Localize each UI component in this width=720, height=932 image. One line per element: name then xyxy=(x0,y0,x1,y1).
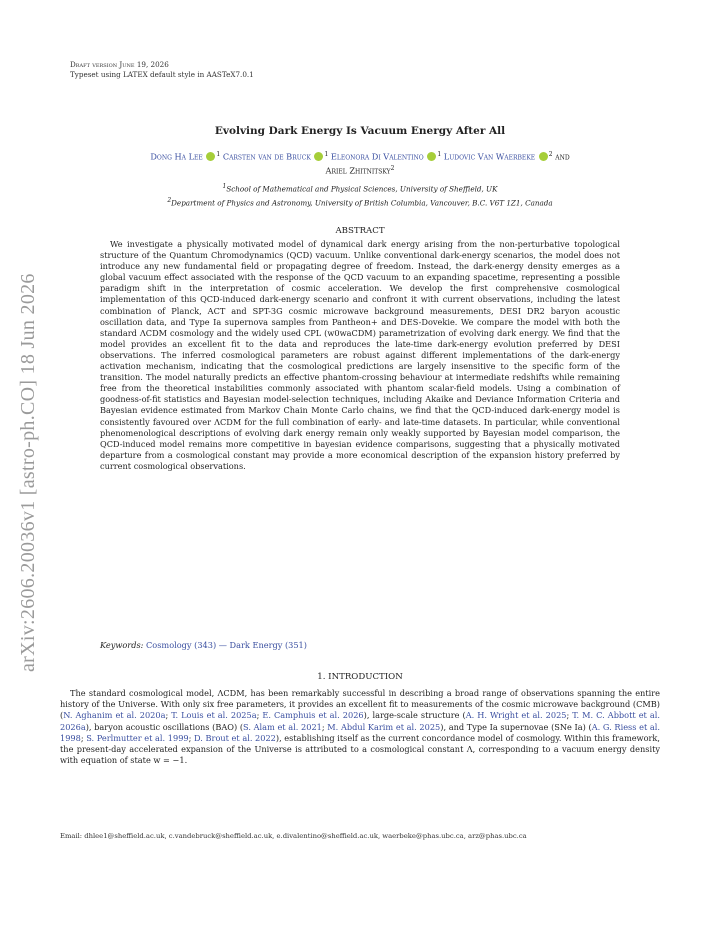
orcid-icon[interactable] xyxy=(314,152,323,161)
intro-text: ), establishing itself as the current concordance model of cosmology. Within this framework, the present-day accelerated expansion of the Universe is attributed to a cosmological constant Λ, corresponding to a vacuum energy density with equation of state w = −1. xyxy=(60,732,660,766)
affiliation xyxy=(0,183,720,193)
author-name[interactable]: Ludovic Van Waerbeke xyxy=(443,151,536,162)
abstract-heading: ABSTRACT xyxy=(335,226,385,236)
citation-link[interactable]: T. M. C. Abbott et al. 2026a xyxy=(60,710,660,732)
citation-link[interactable]: M. Abdul Karim et al. 2025 xyxy=(327,721,441,732)
affiliation-text: Department of Physics and Astronomy, University of British Columbia, Vancouver, B.C. V6T 1Z1, Canada xyxy=(171,198,553,208)
affiliation-mark: 1 xyxy=(324,151,329,158)
keywords xyxy=(100,640,307,650)
orcid-icon[interactable] xyxy=(206,152,215,161)
abstract-text: We investigate a physically motivated model of dynamical dark energy arising from the non-perturbative topological structure of the Quantum Chromodynamics (QCD) vacuum. Unlike conventional dark-energy scenarios, the model does not introduce any new fundamental field or propagating degree of freedom. Instead, the dark-energy density emerges as a global vacuum effect associated with the response of the QCD vacuum to an expanding spacetime, representing a possible paradigm shift in the interpretation of cosmic acceleration. We develop the first comprehensive cosmological implementation of this QCD-induced dark-energy scenario and confront it with current observations, including the latest combination of Planck, ACT and SPT-3G cosmic microwave background measurements, DESI DR2 baryon acoustic oscillation data, and Type Ia supernova samples from Pantheon+ and DES-Dovekie. We compare the model with both the standard ΛCDM cosmology and the widely used CPL (w0waCDM) parametrization of evolving dark energy. We find that the model provides an excellent fit to the data and reproduces the late-time dark-energy evolution preferred by DESI observations. The inferred cosmological parameters are robust against different implementations of the dark-energy activation mechanism, indicating that the cosmological predictions are largely insensitive to the specific form of the transition. The model naturally predicts an effective phantom-crossing behaviour at intermediate redshifts while remaining free from the theoretical instabilities commonly associated with phantom scalar-field models. Using a combination of goodness-of-fit statistics and Bayesian model-selection techniques, including Akaike and Deviance Information Criteria and Bayesian evidence estimated from Markov Chain Monte Carlo chains, we find that the QCD-induced dark-energy model is consistently favoured over ΛCDM for the full combination of early- and late-time datasets. In particular, while conventional phenomenological descriptions of evolving dark energy remain only weakly supported by Bayesian model comparison, the QCD-induced model remains more competitive in bayesian evidence comparisons, suggesting that a physically motivated departure from a cosmological constant may provide a more economical description of the expansion history preferred by current cosmological observations. xyxy=(100,239,620,471)
author-name[interactable]: Carsten van de Bruck xyxy=(222,151,311,162)
orcid-icon[interactable] xyxy=(427,152,436,161)
author-name[interactable]: Dong Ha Lee xyxy=(150,151,203,162)
paper-title: Evolving Dark Energy Is Vacuum Energy After All xyxy=(214,125,506,137)
typeset-line: Typeset using LATEX default style in AASTeX7.0.1 xyxy=(70,70,254,79)
affiliation-number: 2 xyxy=(167,197,172,204)
email-footnote: Email: dhlee1@sheffield.ac.uk, c.vandebruck@sheffield.ac.uk, e.divalentino@sheffield.ac.uk, waerbeke@phas.ubc.ca, arz@phas.ubc.ca xyxy=(60,832,527,840)
affiliation xyxy=(0,197,720,207)
author-name[interactable]: Eleonora Di Valentino xyxy=(330,151,424,162)
author-conjunction: and xyxy=(555,151,570,162)
affiliation-mark: 2 xyxy=(390,165,395,173)
section-heading: 1. INTRODUCTION xyxy=(317,672,403,682)
citation-separator: ; xyxy=(165,710,172,721)
citation-link[interactable]: D. Brout et al. 2022 xyxy=(194,732,276,743)
citation-separator: ; xyxy=(566,710,573,721)
arxiv-identifier[interactable]: arXiv:2606.20036v1 [astro-ph.CO] 18 Jun 2026 xyxy=(17,273,39,672)
citation-link[interactable]: E. Camphuis et al. 2026 xyxy=(262,710,364,721)
intro-text: ), large-scale structure ( xyxy=(363,710,466,721)
citation-link[interactable]: A. G. Riess et al. 1998 xyxy=(60,721,661,743)
citation-link[interactable]: S. Perlmutter et al. 1999 xyxy=(86,732,189,743)
draft-version-line: Draft version June 19, 2026 xyxy=(70,60,169,69)
intro-text: ), and Type Ia supernovae (SNe Ia) ( xyxy=(440,721,592,732)
affiliation-mark: 1 xyxy=(216,151,221,158)
citation-separator: ; xyxy=(80,732,87,743)
affiliation-mark: 1 xyxy=(437,151,442,158)
citation-separator: ; xyxy=(321,721,328,732)
intro-text: The standard cosmological model, ΛCDM, has been remarkably successful in describing a broad range of observations spanning the entire history of the Universe. With only six free parameters, it provides an excellent fit to measurements of the cosmic microwave background (CMB) ( xyxy=(60,688,660,721)
introduction-paragraph xyxy=(60,688,660,766)
affiliation-number: 1 xyxy=(222,183,227,190)
citation-link[interactable]: A. H. Wright et al. 2025 xyxy=(465,710,567,721)
keywords-links[interactable]: Cosmology (343) — Dark Energy (351) xyxy=(146,640,307,650)
citation-link[interactable]: S. Alam et al. 2021 xyxy=(243,721,322,732)
citation-link[interactable]: N. Aghanim et al. 2020a xyxy=(63,710,166,721)
citation-link[interactable]: T. Louis et al. 2025a xyxy=(171,710,257,721)
keywords-label: Keywords: xyxy=(100,640,144,650)
author-name: Ariel Zhitnitsky xyxy=(325,165,391,176)
intro-text: ), baryon acoustic oscillations (BAO) ( xyxy=(85,721,244,732)
preprint-header xyxy=(70,60,254,80)
orcid-icon[interactable] xyxy=(539,152,548,161)
citation-separator: ; xyxy=(188,732,195,743)
citation-separator: ; xyxy=(256,710,263,721)
affiliation-mark: 2 xyxy=(548,151,553,158)
affiliation-text: School of Mathematical and Physical Sciences, University of Sheffield, UK xyxy=(226,184,498,194)
author-list xyxy=(70,149,650,177)
